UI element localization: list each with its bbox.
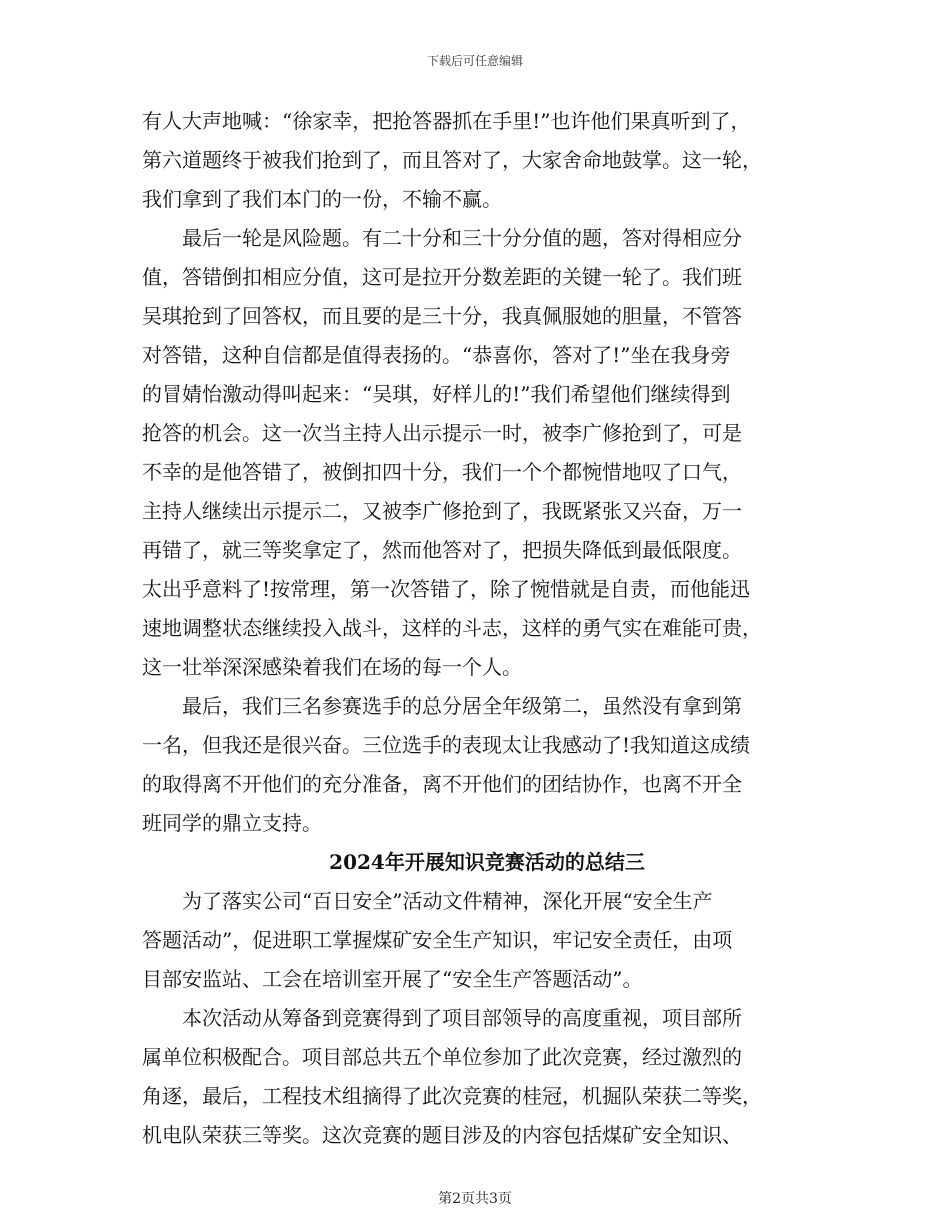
text-line: 主持人继续出示提示二，又被李广修抢到了，我既紧张又兴奋，万一 [142, 499, 742, 523]
text-line: 一名，但我还是很兴奋。三位选手的表现太让我感动了!我知道这成绩 [142, 733, 751, 757]
text-line: 有人大声地喊：“徐家幸，把抢答器抓在手里!”也许他们果真听到了， [142, 109, 751, 133]
text-line: 的取得离不开他们的充分准备，离不开他们的团结协作，也离不开全 [142, 772, 742, 796]
text-line: 吴琪抢到了回答权，而且要的是三十分，我真佩服她的胆量，不管答 [142, 304, 742, 328]
text-line: 最后一轮是风险题。有二十分和三十分分值的题，答对得相应分 [142, 226, 742, 250]
page-header: 下载后可任意编辑 [426, 54, 523, 68]
text-line: 对答错，这种自信都是值得表扬的。“恭喜你，答对了!”坐在我身旁 [142, 343, 731, 367]
text-line: 角逐，最后，工程技术组摘得了此次竞赛的桂冠，机掘队荣获二等奖， [142, 1084, 762, 1108]
text-line: 为了落实公司“百日安全”活动文件精神，深化开展“安全生产 [142, 889, 713, 913]
text-line: 再错了，就三等奖拿定了，然而他答对了，把损失降低到最低限度。 [142, 538, 742, 562]
section-title: 2024年开展知识竞赛活动的总结三 [329, 850, 645, 874]
text-line: 机电队荣获三等奖。这次竞赛的题目涉及的内容包括煤矿安全知识、 [142, 1123, 742, 1147]
text-line: 速地调整状态继续投入战斗，这样的斗志，这样的勇气实在难能可贵， [142, 616, 762, 640]
text-line: 第六道题终于被我们抢到了，而且答对了，大家舍命地鼓掌。这一轮， [142, 148, 762, 172]
text-line: 不幸的是他答错了，被倒扣四十分，我们一个个都惋惜地叹了口气， [142, 460, 742, 484]
text-line: 班同学的鼎立支持。 [142, 811, 322, 835]
text-line: 属单位积极配合。项目部总共五个单位参加了此次竞赛，经过激烈的 [142, 1045, 742, 1069]
text-line: 答题活动”，促进职工掌握煤矿安全生产知识，牢记安全责任，由项 [142, 928, 733, 952]
text-line: 我们拿到了我们本门的一份，不输不赢。 [142, 187, 502, 211]
text-line: 目部安监站、工会在培训室开展了“安全生产答题活动”。 [142, 967, 643, 991]
text-line: 最后，我们三名参赛选手的总分居全年级第二，虽然没有拿到第 [142, 694, 742, 718]
text-line: 值，答错倒扣相应分值，这可是拉开分数差距的关键一轮了。我们班 [142, 265, 742, 289]
text-line: 本次活动从筹备到竞赛得到了项目部领导的高度重视，项目部所 [142, 1006, 742, 1030]
document-body [142, 102, 822, 1155]
text-line: 的冒婧怡激动得叫起来：“吴琪，好样儿的!”我们希望他们继续得到 [142, 382, 731, 406]
page-footer: 第2页共3页 [438, 1191, 512, 1207]
text-line: 抢答的机会。这一次当主持人出示提示一时，被李广修抢到了，可是 [142, 421, 742, 445]
text-line: 太出乎意料了!按常理，第一次答错了，除了惋惜就是自责，而他能迅 [142, 577, 751, 601]
text-line: 这一壮举深深感染着我们在场的每一个人。 [142, 655, 522, 679]
